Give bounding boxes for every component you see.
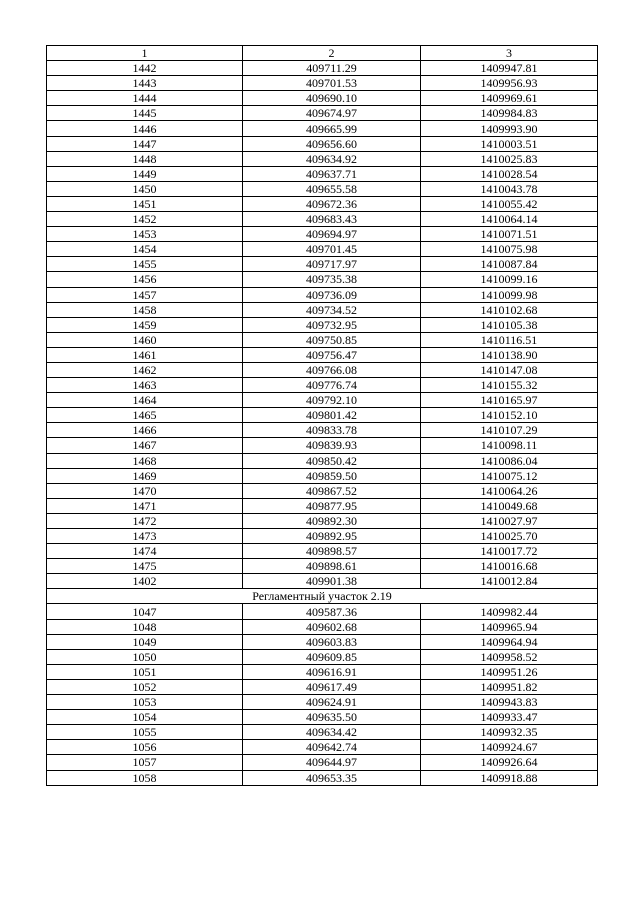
x-coordinate-cell: 409801.42: [243, 408, 421, 423]
point-number-cell: 1470: [47, 483, 243, 498]
x-coordinate-cell: 409602.68: [243, 619, 421, 634]
table-row: [47, 393, 598, 408]
x-coordinate-cell: 409587.36: [243, 604, 421, 619]
x-coordinate-cell: 409694.97: [243, 227, 421, 242]
y-coordinate-cell: 1409965.94: [421, 619, 598, 634]
x-coordinate-cell: 409642.74: [243, 740, 421, 755]
y-coordinate-cell: 1410116.51: [421, 332, 598, 347]
coordinates-table: [46, 45, 598, 786]
point-number-cell: 1448: [47, 151, 243, 166]
y-coordinate-cell: 1410098.11: [421, 438, 598, 453]
x-coordinate-cell: 409634.42: [243, 725, 421, 740]
x-coordinate-cell: 409892.95: [243, 529, 421, 544]
y-coordinate-cell: 1410012.84: [421, 574, 598, 589]
point-number-cell: 1463: [47, 378, 243, 393]
table-row: [47, 106, 598, 121]
x-coordinate-cell: 409656.60: [243, 136, 421, 151]
table-row: [47, 740, 598, 755]
y-coordinate-cell: 1409982.44: [421, 604, 598, 619]
point-number-cell: 1462: [47, 362, 243, 377]
header-cell-3: 3: [421, 46, 598, 61]
point-number-cell: 1457: [47, 287, 243, 302]
point-number-cell: 1472: [47, 513, 243, 528]
x-coordinate-cell: 409711.29: [243, 61, 421, 76]
y-coordinate-cell: 1409932.35: [421, 725, 598, 740]
x-coordinate-cell: 409665.99: [243, 121, 421, 136]
point-number-cell: 1450: [47, 181, 243, 196]
point-number-cell: 1452: [47, 212, 243, 227]
point-number-cell: 1473: [47, 529, 243, 544]
table-row: [47, 317, 598, 332]
y-coordinate-cell: 1410003.51: [421, 136, 598, 151]
x-coordinate-cell: 409877.95: [243, 498, 421, 513]
point-number-cell: 1474: [47, 544, 243, 559]
table-row: [47, 574, 598, 589]
table-row: [47, 423, 598, 438]
x-coordinate-cell: 409644.97: [243, 755, 421, 770]
y-coordinate-cell: 1409956.93: [421, 76, 598, 91]
y-coordinate-cell: 1410105.38: [421, 317, 598, 332]
point-number-cell: 1449: [47, 166, 243, 181]
table-row: [47, 770, 598, 785]
table-row: [47, 468, 598, 483]
x-coordinate-cell: 409898.61: [243, 559, 421, 574]
point-number-cell: 1467: [47, 438, 243, 453]
point-number-cell: 1458: [47, 302, 243, 317]
y-coordinate-cell: 1410071.51: [421, 227, 598, 242]
y-coordinate-cell: 1409984.83: [421, 106, 598, 121]
y-coordinate-cell: 1409947.81: [421, 61, 598, 76]
table-row: [47, 166, 598, 181]
y-coordinate-cell: 1409943.83: [421, 695, 598, 710]
table-row: [47, 498, 598, 513]
x-coordinate-cell: 409616.91: [243, 664, 421, 679]
x-coordinate-cell: 409637.71: [243, 166, 421, 181]
y-coordinate-cell: 1410043.78: [421, 181, 598, 196]
y-coordinate-cell: 1410075.12: [421, 468, 598, 483]
y-coordinate-cell: 1409951.82: [421, 679, 598, 694]
y-coordinate-cell: 1409924.67: [421, 740, 598, 755]
x-coordinate-cell: 409717.97: [243, 257, 421, 272]
point-number-cell: 1402: [47, 574, 243, 589]
table-row: [47, 544, 598, 559]
y-coordinate-cell: 1410102.68: [421, 302, 598, 317]
x-coordinate-cell: 409750.85: [243, 332, 421, 347]
y-coordinate-cell: 1410028.54: [421, 166, 598, 181]
table-row: [47, 408, 598, 423]
y-coordinate-cell: 1410055.42: [421, 196, 598, 211]
point-number-cell: 1054: [47, 710, 243, 725]
y-coordinate-cell: 1410086.04: [421, 453, 598, 468]
table-row: [47, 91, 598, 106]
table-row: [47, 710, 598, 725]
coordinates-table-body: [47, 46, 598, 786]
x-coordinate-cell: 409634.92: [243, 151, 421, 166]
point-number-cell: 1443: [47, 76, 243, 91]
x-coordinate-cell: 409690.10: [243, 91, 421, 106]
point-number-cell: 1468: [47, 453, 243, 468]
header-row: [47, 46, 598, 61]
table-row: [47, 121, 598, 136]
y-coordinate-cell: 1409993.90: [421, 121, 598, 136]
y-coordinate-cell: 1410087.84: [421, 257, 598, 272]
point-number-cell: 1471: [47, 498, 243, 513]
table-row: [47, 227, 598, 242]
table-row: [47, 559, 598, 574]
x-coordinate-cell: 409603.83: [243, 634, 421, 649]
x-coordinate-cell: 409734.52: [243, 302, 421, 317]
y-coordinate-cell: 1409958.52: [421, 649, 598, 664]
x-coordinate-cell: 409850.42: [243, 453, 421, 468]
x-coordinate-cell: 409617.49: [243, 679, 421, 694]
table-row: [47, 438, 598, 453]
point-number-cell: 1455: [47, 257, 243, 272]
y-coordinate-cell: 1410099.98: [421, 287, 598, 302]
y-coordinate-cell: 1409918.88: [421, 770, 598, 785]
x-coordinate-cell: 409674.97: [243, 106, 421, 121]
table-row: [47, 362, 598, 377]
point-number-cell: 1466: [47, 423, 243, 438]
table-row: [47, 619, 598, 634]
x-coordinate-cell: 409635.50: [243, 710, 421, 725]
table-row: [47, 649, 598, 664]
y-coordinate-cell: 1410049.68: [421, 498, 598, 513]
point-number-cell: 1445: [47, 106, 243, 121]
point-number-cell: 1048: [47, 619, 243, 634]
x-coordinate-cell: 409776.74: [243, 378, 421, 393]
x-coordinate-cell: 409683.43: [243, 212, 421, 227]
table-row: [47, 76, 598, 91]
point-number-cell: 1460: [47, 332, 243, 347]
point-number-cell: 1451: [47, 196, 243, 211]
x-coordinate-cell: 409892.30: [243, 513, 421, 528]
table-row: [47, 453, 598, 468]
x-coordinate-cell: 409901.38: [243, 574, 421, 589]
table-row: [47, 513, 598, 528]
table-row: [47, 483, 598, 498]
table-row: [47, 257, 598, 272]
table-row: [47, 529, 598, 544]
point-number-cell: 1052: [47, 679, 243, 694]
x-coordinate-cell: 409732.95: [243, 317, 421, 332]
table-row: [47, 302, 598, 317]
x-coordinate-cell: 409839.93: [243, 438, 421, 453]
point-number-cell: 1058: [47, 770, 243, 785]
point-number-cell: 1475: [47, 559, 243, 574]
table-row: [47, 755, 598, 770]
y-coordinate-cell: 1410147.08: [421, 362, 598, 377]
point-number-cell: 1447: [47, 136, 243, 151]
point-number-cell: 1459: [47, 317, 243, 332]
x-coordinate-cell: 409756.47: [243, 347, 421, 362]
y-coordinate-cell: 1410017.72: [421, 544, 598, 559]
x-coordinate-cell: 409653.35: [243, 770, 421, 785]
point-number-cell: 1053: [47, 695, 243, 710]
point-number-cell: 1051: [47, 664, 243, 679]
table-row: [47, 136, 598, 151]
table-row: [47, 287, 598, 302]
table-row: [47, 212, 598, 227]
point-number-cell: 1050: [47, 649, 243, 664]
document-page: [46, 45, 597, 786]
x-coordinate-cell: 409655.58: [243, 181, 421, 196]
point-number-cell: 1057: [47, 755, 243, 770]
y-coordinate-cell: 1410025.70: [421, 529, 598, 544]
table-row: [47, 242, 598, 257]
point-number-cell: 1453: [47, 227, 243, 242]
x-coordinate-cell: 409792.10: [243, 393, 421, 408]
y-coordinate-cell: 1410152.10: [421, 408, 598, 423]
x-coordinate-cell: 409624.91: [243, 695, 421, 710]
table-row: [47, 634, 598, 649]
point-number-cell: 1454: [47, 242, 243, 257]
header-cell-1: 1: [47, 46, 243, 61]
y-coordinate-cell: 1410016.68: [421, 559, 598, 574]
point-number-cell: 1469: [47, 468, 243, 483]
y-coordinate-cell: 1410027.97: [421, 513, 598, 528]
x-coordinate-cell: 409859.50: [243, 468, 421, 483]
y-coordinate-cell: 1410064.26: [421, 483, 598, 498]
point-number-cell: 1444: [47, 91, 243, 106]
point-number-cell: 1456: [47, 272, 243, 287]
y-coordinate-cell: 1409964.94: [421, 634, 598, 649]
point-number-cell: 1446: [47, 121, 243, 136]
x-coordinate-cell: 409701.45: [243, 242, 421, 257]
table-row: [47, 347, 598, 362]
point-number-cell: 1465: [47, 408, 243, 423]
table-row: [47, 181, 598, 196]
x-coordinate-cell: 409701.53: [243, 76, 421, 91]
y-coordinate-cell: 1409969.61: [421, 91, 598, 106]
table-row: [47, 61, 598, 76]
y-coordinate-cell: 1409951.26: [421, 664, 598, 679]
table-row: [47, 196, 598, 211]
y-coordinate-cell: 1410075.98: [421, 242, 598, 257]
x-coordinate-cell: 409672.36: [243, 196, 421, 211]
table-row: [47, 695, 598, 710]
x-coordinate-cell: 409867.52: [243, 483, 421, 498]
table-row: [47, 332, 598, 347]
table-row: [47, 725, 598, 740]
table-row: [47, 604, 598, 619]
point-number-cell: 1056: [47, 740, 243, 755]
x-coordinate-cell: 409735.38: [243, 272, 421, 287]
section-title: Регламентный участок 2.19: [47, 589, 598, 604]
point-number-cell: 1461: [47, 347, 243, 362]
point-number-cell: 1464: [47, 393, 243, 408]
y-coordinate-cell: 1410064.14: [421, 212, 598, 227]
table-row: [47, 378, 598, 393]
y-coordinate-cell: 1410107.29: [421, 423, 598, 438]
point-number-cell: 1442: [47, 61, 243, 76]
x-coordinate-cell: 409736.09: [243, 287, 421, 302]
y-coordinate-cell: 1409926.64: [421, 755, 598, 770]
table-row: [47, 664, 598, 679]
y-coordinate-cell: 1410099.16: [421, 272, 598, 287]
point-number-cell: 1047: [47, 604, 243, 619]
table-row: [47, 272, 598, 287]
y-coordinate-cell: 1410155.32: [421, 378, 598, 393]
header-cell-2: 2: [243, 46, 421, 61]
y-coordinate-cell: 1410025.83: [421, 151, 598, 166]
y-coordinate-cell: 1410138.90: [421, 347, 598, 362]
point-number-cell: 1055: [47, 725, 243, 740]
x-coordinate-cell: 409766.08: [243, 362, 421, 377]
section-title-row: [47, 589, 598, 604]
x-coordinate-cell: 409609.85: [243, 649, 421, 664]
y-coordinate-cell: 1410165.97: [421, 393, 598, 408]
x-coordinate-cell: 409898.57: [243, 544, 421, 559]
x-coordinate-cell: 409833.78: [243, 423, 421, 438]
y-coordinate-cell: 1409933.47: [421, 710, 598, 725]
table-row: [47, 151, 598, 166]
point-number-cell: 1049: [47, 634, 243, 649]
table-row: [47, 679, 598, 694]
